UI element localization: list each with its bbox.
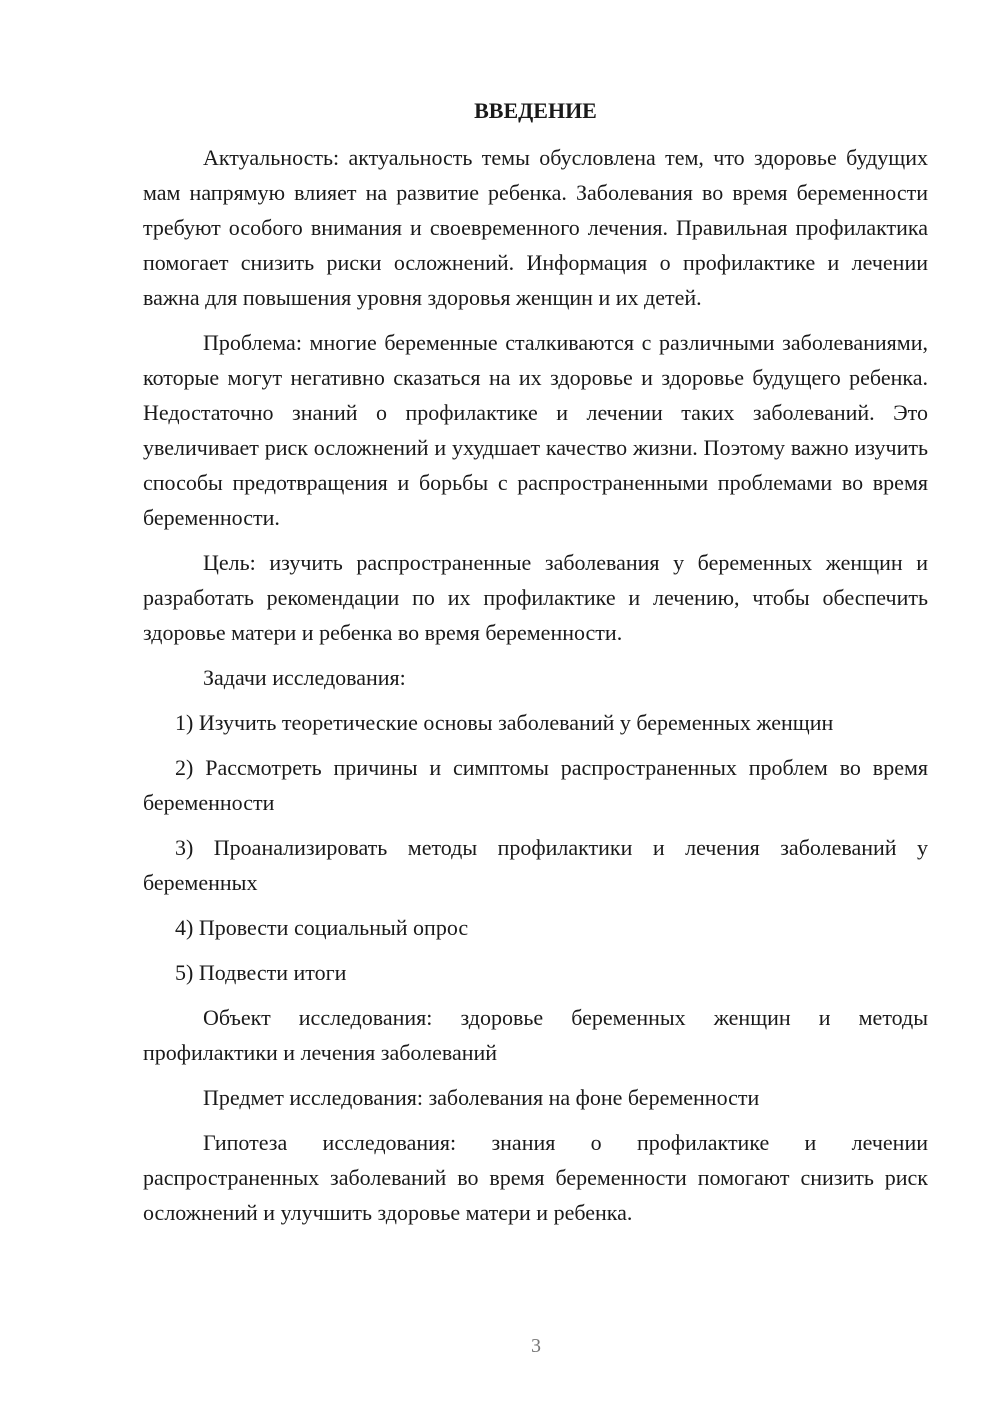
paragraph-hypothesis: Гипотеза исследования: знания о профилактике и лечении распространенных заболеваний во время беременности помогают снизить риск осложнений и улучшить здоровье матери и ребенка. xyxy=(143,1130,928,1225)
paragraph-problem: Проблема: многие беременные сталкиваются с различными заболеваниями, которые могут негативно сказаться на их здоровье и здоровье будущего ребенка. Недостаточно знаний о профилактике и лечении таких заболеваний. Это увеличивает риск осложнений и ухудшает качество жизни. Поэтому важно изучить способы предотвращения и борьбы с распространенными проблемами во время беременности. xyxy=(143,330,928,530)
paragraph-tasks-heading: Задачи исследования: xyxy=(203,665,406,690)
task-item-5: 5) Подвести итоги xyxy=(175,960,347,985)
section-title: ВВЕДЕНИЕ xyxy=(474,98,597,123)
task-item-2: 2) Рассмотреть причины и симптомы распространенных проблем во время беременности xyxy=(143,755,928,815)
paragraph-subject: Предмет исследования: заболевания на фоне беременности xyxy=(203,1085,760,1110)
page-content xyxy=(143,96,928,1240)
task-item-3: 3) Проанализировать методы профилактики и лечения заболеваний у беременных xyxy=(143,835,928,895)
task-item-4: 4) Провести социальный опрос xyxy=(175,915,469,940)
paragraph-object: Объект исследования: здоровье беременных женщин и методы профилактики и лечения заболеваний xyxy=(143,1005,928,1065)
paragraph-relevance: Актуальность: актуальность темы обусловлена тем, что здоровье будущих мам напрямую влияет на развитие ребенка. Заболевания во время беременности требуют особого внимания и своевременного лечения. Правильная профилактика помогает снизить риски осложнений. Информация о профилактике и лечении важна для повышения уровня здоровья женщин и их детей. xyxy=(143,145,928,310)
paragraph-goal: Цель: изучить распространенные заболевания у беременных женщин и разработать рекомендации по их профилактике и лечению, чтобы обеспечить здоровье матери и ребенка во время беременности. xyxy=(143,550,928,645)
page-number: 3 xyxy=(531,1335,541,1357)
task-item-1: 1) Изучить теоретические основы заболеваний у беременных женщин xyxy=(175,710,834,735)
